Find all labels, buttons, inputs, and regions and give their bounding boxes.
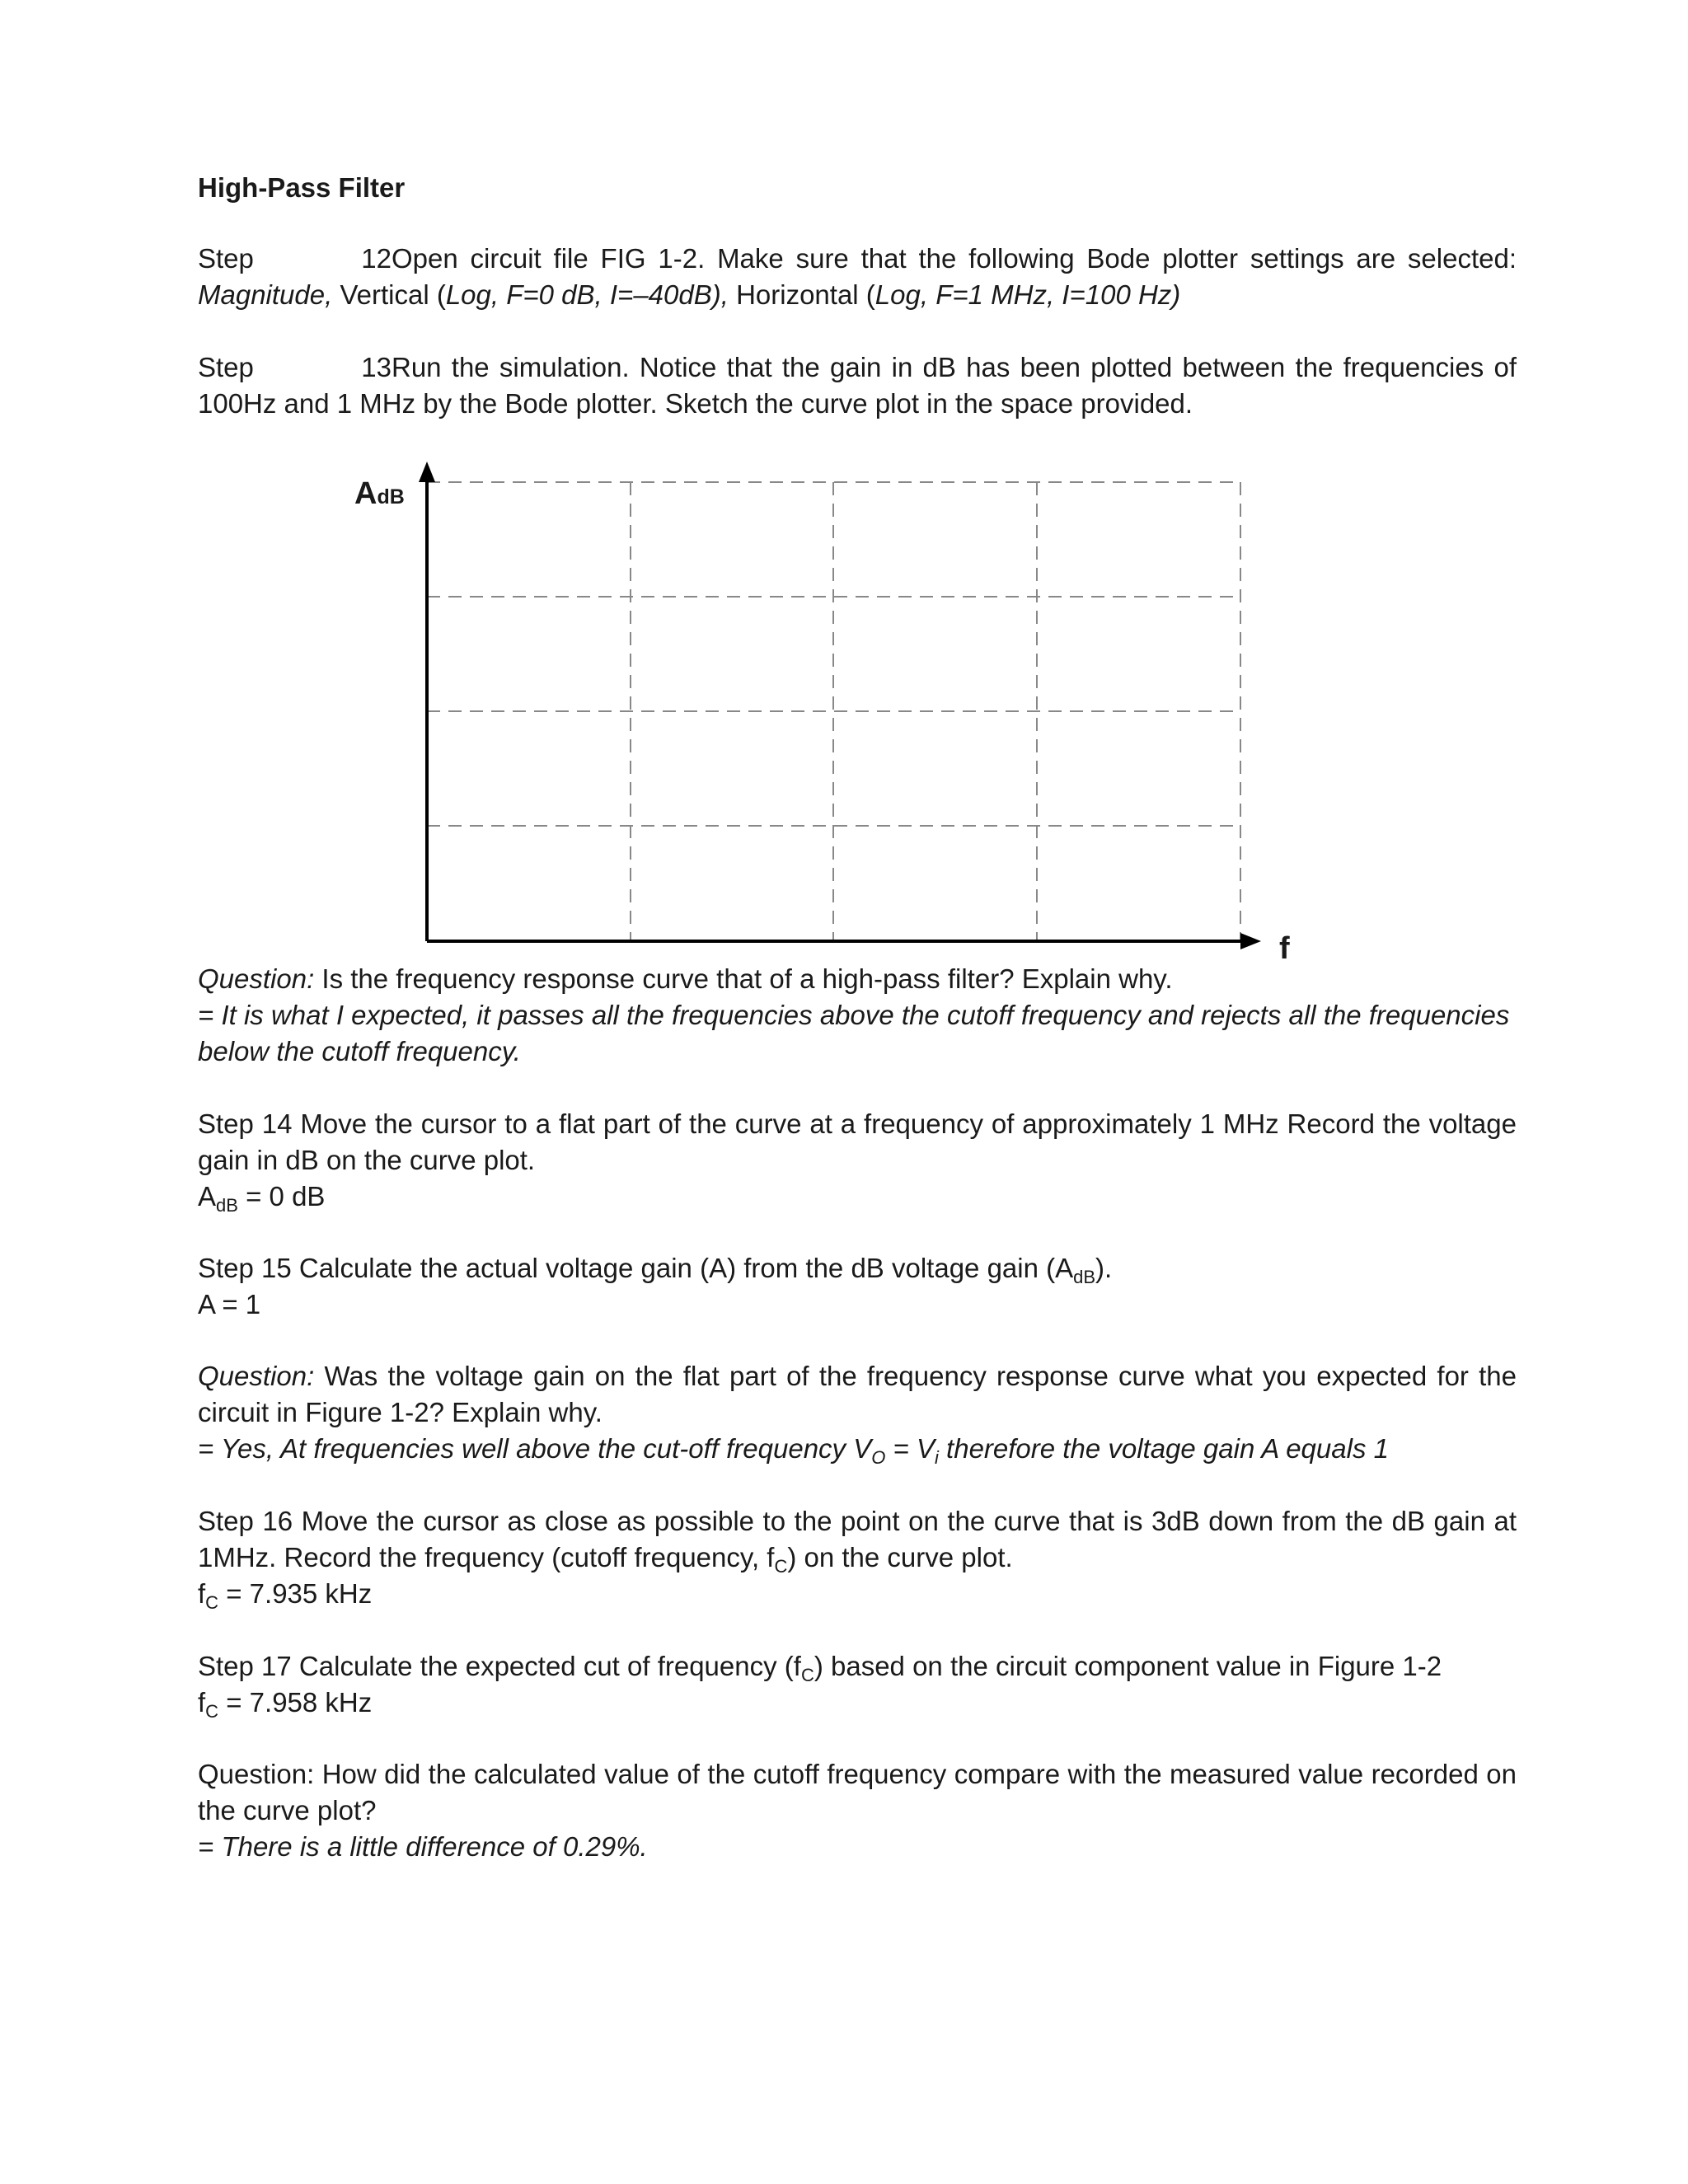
step16-line2-a: 1MHz. Record the frequency (cutoff frequency, f <box>198 1542 775 1572</box>
step12-vertical-settings: Log, F=0 dB, I=–40dB), <box>445 279 729 310</box>
step13-line2: 100Hz and 1 MHz by the Bode plotter. Sketch the curve plot in the space provided. <box>198 388 1193 419</box>
question1-text: Is the frequency response curve that of a high-pass filter? Explain why. <box>314 963 1173 994</box>
question2-answer-sub-i: i <box>934 1447 939 1468</box>
step16-result <box>198 1576 1517 1612</box>
question2-answer-c: therefore the voltage gain A equals 1 <box>938 1433 1389 1464</box>
question2-answer <box>198 1431 1517 1467</box>
question3-answer: = There is a little difference of 0.29%. <box>198 1831 648 1862</box>
question2-text: Was the voltage gain on the flat part of the frequency response curve what you expected for the <box>314 1361 1517 1391</box>
step16-line2-sub: C <box>774 1556 788 1577</box>
step17-line1-sub: C <box>800 1665 814 1685</box>
step16-result-value: = 7.935 kHz <box>218 1578 373 1609</box>
question3-line2: the curve plot? <box>198 1795 377 1825</box>
step16-result-sub: C <box>205 1592 219 1613</box>
step14-result <box>198 1179 1517 1215</box>
question2-prefix: Question: <box>198 1361 315 1391</box>
step16-line1: Step 16 Move the cursor as close as possible to the point on the curve that is 3dB down from the dB gain at <box>198 1506 1517 1536</box>
question2-line1 <box>198 1358 1517 1394</box>
x-axis-label: f <box>1279 931 1290 966</box>
step15-text-sub: dB <box>1073 1267 1096 1287</box>
step12-horizontal: Horizontal ( <box>728 279 875 310</box>
step12-text: Open circuit file FIG 1-2. Make sure that the following Bode plotter settings are selected: <box>392 243 1517 274</box>
step14-result-main: A <box>198 1181 217 1212</box>
step16-result-main: f <box>198 1578 206 1609</box>
y-axis-arrow <box>419 462 435 482</box>
question1-answer-line1: = It is what I expected, it passes all the frequencies above the cutoff frequency and rejects all the frequencies <box>198 1000 1510 1030</box>
question1-line <box>198 961 1517 997</box>
step17-result <box>198 1685 1517 1721</box>
question3-line1: Question: How did the calculated value of the cutoff frequency compare with the measured value recorded on <box>198 1759 1517 1789</box>
step12-label: Step 12 <box>198 243 392 274</box>
step17-result-sub: C <box>205 1701 219 1722</box>
step17-result-value: = 7.958 kHz <box>218 1687 373 1718</box>
step15-text: Step 15 Calculate the actual voltage gain (A) from the dB voltage gain (A <box>198 1253 1074 1283</box>
step12-vertical: Vertical ( <box>332 279 446 310</box>
question2-answer-a: = Yes, At frequencies well above the cut-off frequency V <box>198 1433 872 1464</box>
step16-line2-b: ) on the curve plot. <box>787 1542 1013 1572</box>
step13-label: Step 13 <box>198 352 392 382</box>
step17-line1-a: Step 17 Calculate the expected cut of frequency (f <box>198 1651 801 1681</box>
step14-line2: gain in dB on the curve plot. <box>198 1145 536 1175</box>
step15-line1 <box>198 1250 1517 1286</box>
step14-result-value: = 0 dB <box>237 1181 326 1212</box>
question1-prefix: Question: <box>198 963 315 994</box>
grid-lines <box>427 482 1240 941</box>
step17-line1-b: ) based on the circuit component value in Figure 1-2 <box>814 1651 1442 1681</box>
question2-line2: circuit in Figure 1-2? Explain why. <box>198 1397 603 1427</box>
section-title: High-Pass Filter <box>198 172 406 203</box>
question2-answer-sub-o: O <box>871 1447 886 1468</box>
y-axis-label <box>354 476 405 512</box>
x-axis-arrow <box>1240 933 1261 949</box>
step17-result-main: f <box>198 1687 206 1718</box>
step15-result: A = 1 <box>198 1289 261 1319</box>
step14-line1: Step 14 Move the cursor to a flat part of the curve at a frequency of approximately 1 MHz Record the voltage <box>198 1108 1517 1139</box>
step12-horizontal-settings: Log, F=1 MHz, I=100 Hz) <box>874 279 1181 310</box>
question1-answer-line2: below the cutoff frequency. <box>198 1036 521 1066</box>
step13-text: Run the simulation. Notice that the gain in dB has been plotted between the frequencies of <box>392 352 1517 382</box>
step14-result-sub: dB <box>216 1195 238 1216</box>
step16-line2 <box>198 1540 1517 1576</box>
step12-magnitude: Magnitude, <box>198 279 333 310</box>
y-axis-label-main: A <box>354 476 377 511</box>
step15-text-end: ). <box>1095 1253 1113 1283</box>
question2-answer-b: = V <box>885 1433 935 1464</box>
step17-line1 <box>198 1648 1517 1685</box>
y-axis-label-sub: dB <box>377 485 405 509</box>
